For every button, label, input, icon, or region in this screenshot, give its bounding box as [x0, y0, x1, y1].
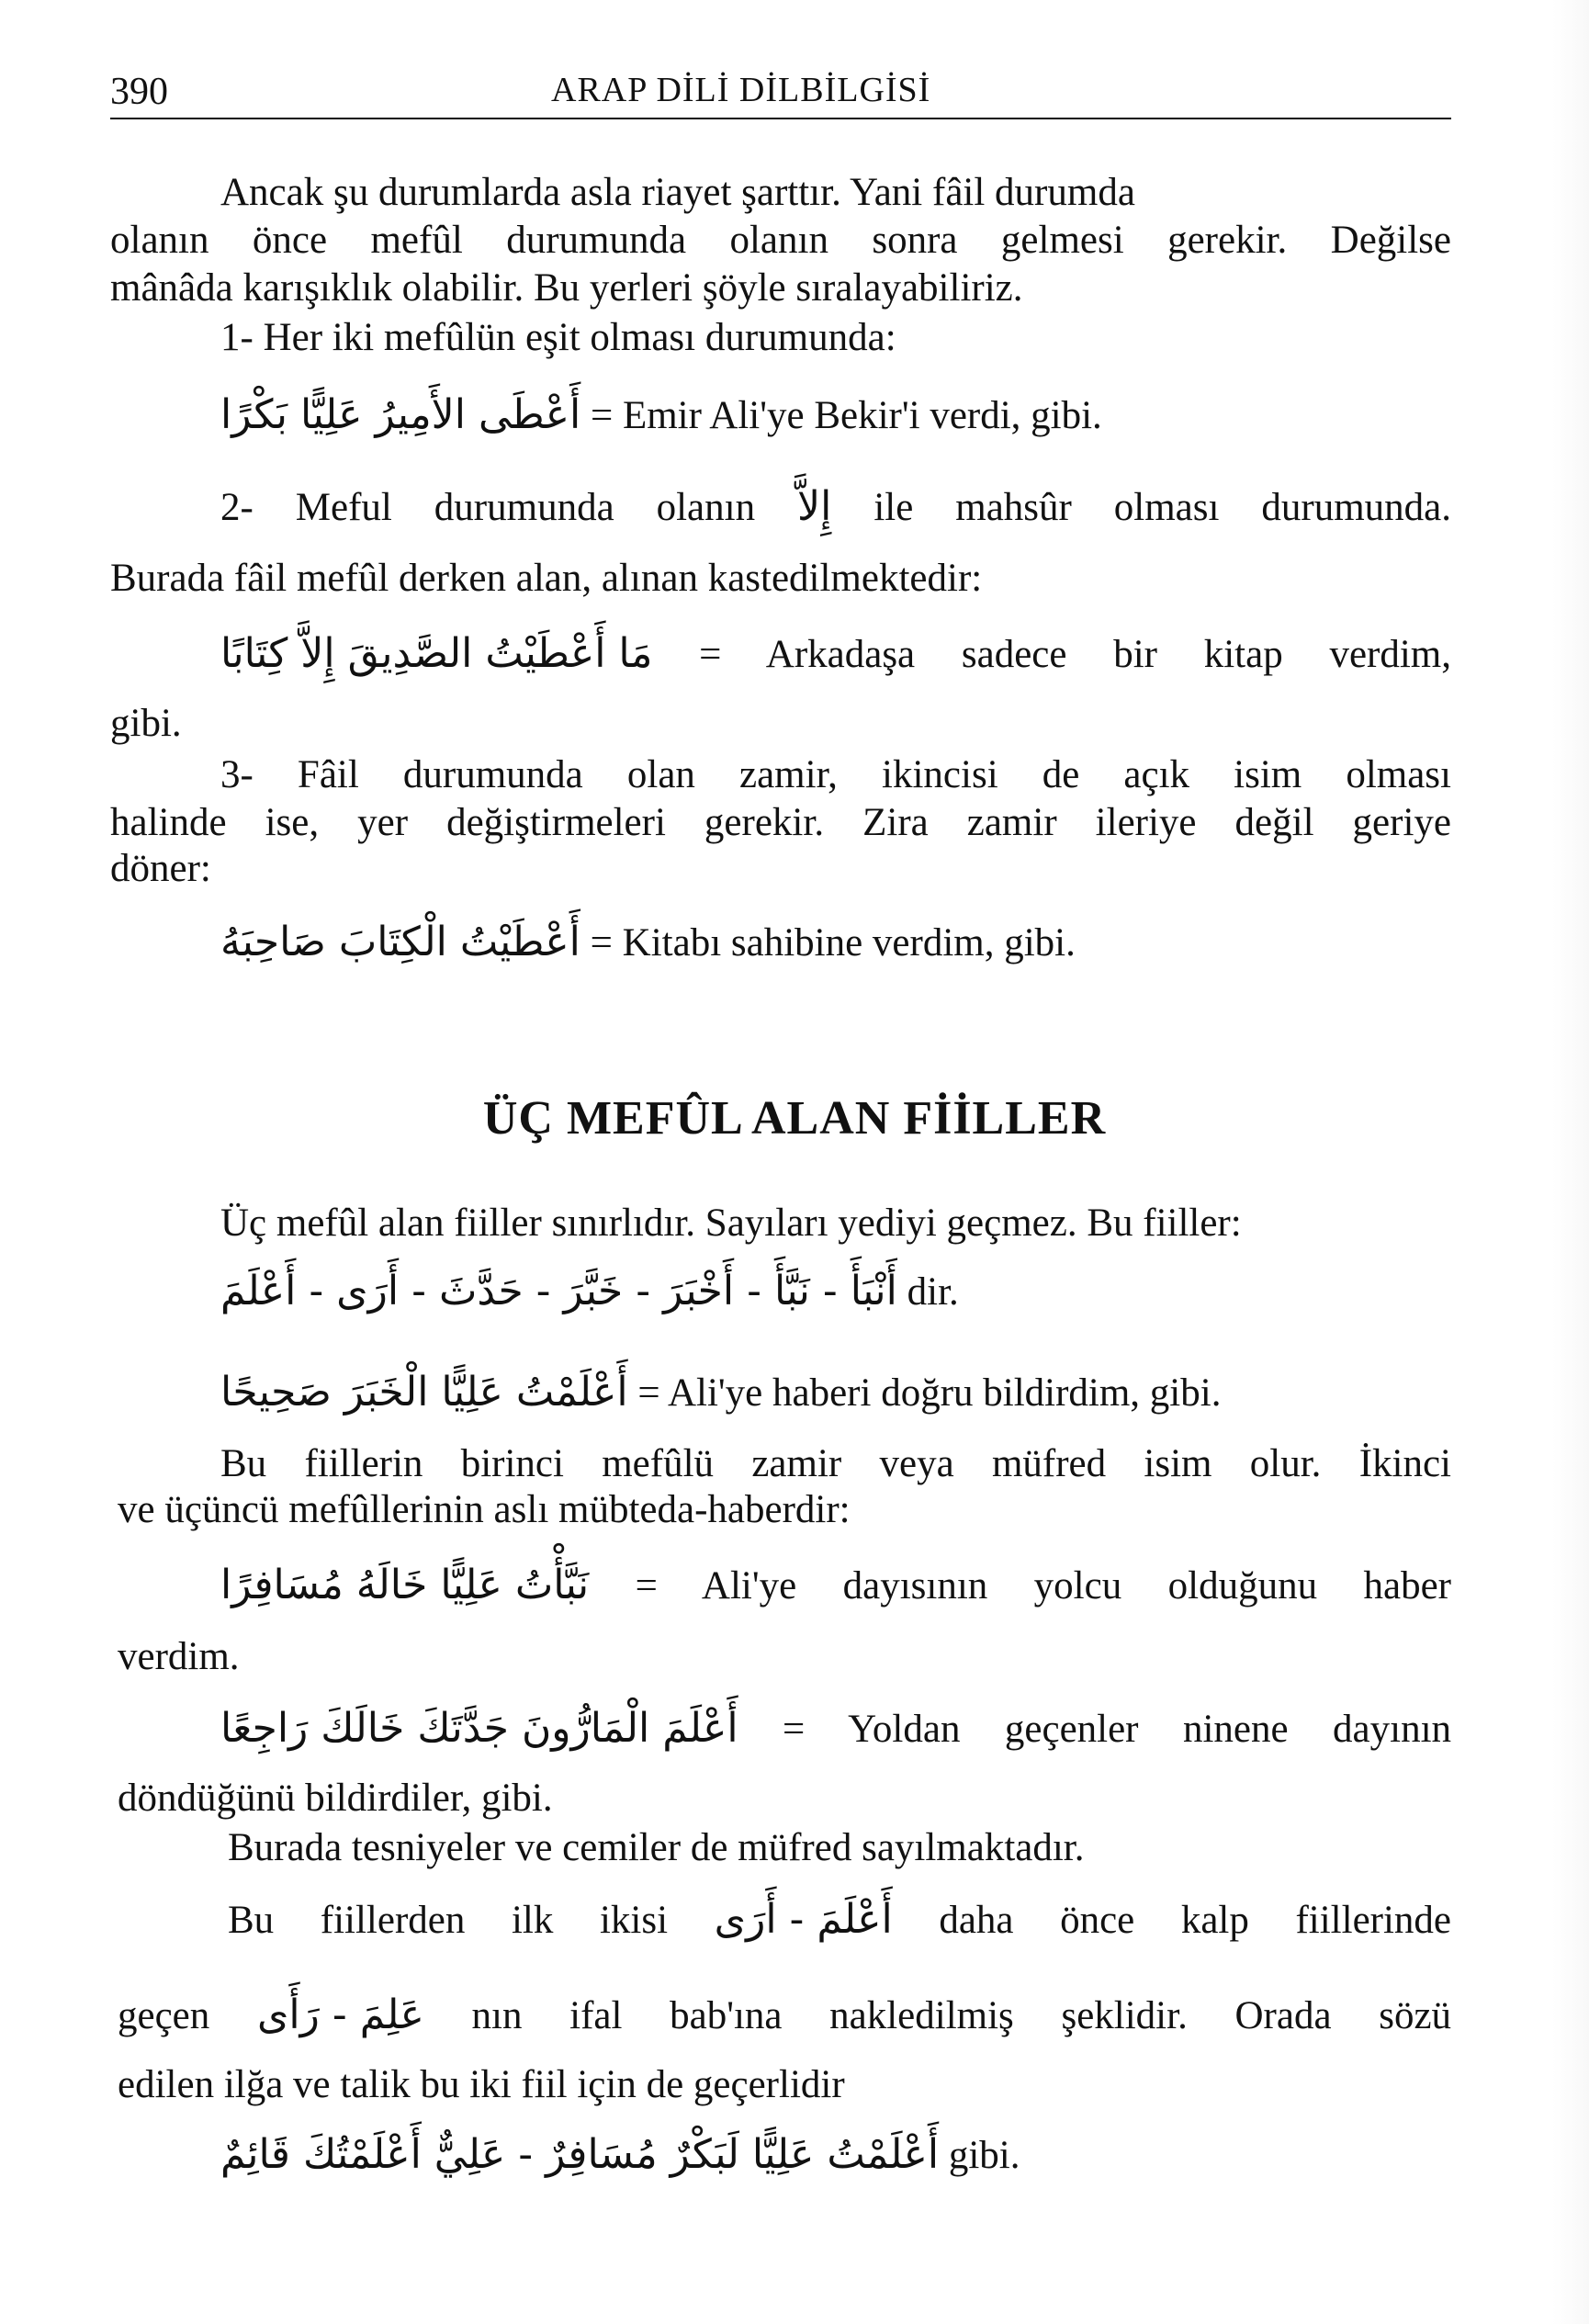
rule-3-translation: = Kitabı sahibine verdim, gibi.	[590, 921, 1076, 965]
verbs-list: أَنْبَأَ - نَبَّأَ - أَخْبَرَ - خَبَّرَ - حَدَّثَ - أَرَى - أَعْلَمَ dir.	[220, 1268, 959, 1314]
section-intro: Üç mefûl alan fiiller sınırlıdır. Sayıları yediyi geçmez. Bu fiiller:	[220, 1201, 1242, 1245]
rule-2-line-2: Burada fâil mefûl derken alan, alınan kastedilmektedir:	[110, 557, 983, 600]
rule-1-translation: = Emir Ali'ye Bekir'i verdi, gibi.	[590, 394, 1102, 437]
para-1-line-2: ve üçüncü mefûllerinin aslı mübteda-haberdir:	[118, 1488, 851, 1531]
para-3: Bu fiillerden ilk ikisi أَعْلَمَ - أَرَى daha önce kalp fiillerinde	[228, 1896, 1452, 1943]
example-1	[220, 1369, 1221, 1417]
example-3-trailing: döndüğünü bildirdiler, gibi.	[118, 1777, 553, 1820]
para-1-line-1: Bu fiillerin birinci mefûlü zamir veya müfred isim olur. İkinci	[220, 1442, 1451, 1485]
rule-3-line-2: halinde ise, yer değiştirmeleri gerekir. Zira zamir ileriye değil geriye	[110, 801, 1451, 844]
example-2-arabic: نَبَّأْتُ عَلِيًّا خَالَهُ مُسَافِرًا	[220, 1562, 590, 1608]
rule-3-arabic: أَعْطَيْتُ الْكِتَابَ صَاحِبَهُ	[220, 919, 580, 965]
running-title: ARAP DİLİ DİLBİLGİSİ	[551, 71, 931, 109]
para-4-arabic: عَلِمَ - رَأَى	[256, 1991, 424, 2038]
example-3	[220, 1705, 1451, 1754]
page-number: 390	[110, 71, 168, 113]
example-2	[220, 1562, 1451, 1610]
section-title: ÜÇ MEFÛL ALAN FİİLLER	[482, 1092, 1107, 1145]
rule-2-arabic: مَا أَعْطَيْتُ الصَّدِيقَ إِلاَّ كِتَابًا	[220, 630, 653, 677]
rule-1-arabic: أَعْطَى الأَمِيرُ عَلِيًّا بَكْرًا	[220, 391, 581, 438]
intro-line-3: mânâda karışıklık olabilir. Bu yerleri şöyle sıralayabiliriz.	[110, 266, 1023, 310]
verbs-arabic: أَنْبَأَ - نَبَّأَ - أَخْبَرَ - خَبَّرَ - حَدَّثَ - أَرَى - أَعْلَمَ	[220, 1268, 897, 1314]
example-3-arabic: أَعْلَمَ الْمَارُّونَ جَدَّتَكَ خَالَكَ رَاجِعًا	[220, 1705, 738, 1752]
rule-2-heading: 2- Meful durumunda olanın إِلاَّ ile mahsûr olması durumunda.	[220, 483, 1452, 530]
rule-2-translation: = Arkadaşa sadece bir kitap verdim,	[699, 633, 1451, 676]
illa-word: إِلاَّ	[797, 483, 832, 530]
example-4-arabic: أَعْلَمْتُ عَلِيًّا لَبَكْرٌ مُسَافِرٌ - عَلِيٌّ أَعْلَمْتُكَ قَائِمٌ	[220, 2131, 940, 2178]
intro-line-2: olanın önce mefûl durumunda olanın sonra gelmesi gerekir. Değilse	[110, 219, 1451, 262]
intro-line-1: Ancak şu durumlarda asla riayet şarttır. Yani fâil durumda	[220, 171, 1135, 214]
example-4: أَعْلَمْتُ عَلِيًّا لَبَكْرٌ مُسَافِرٌ - عَلِيٌّ أَعْلَمْتُكَ قَائِمٌ gibi.	[220, 2131, 1020, 2178]
rule-2-trailing: gibi.	[110, 702, 182, 745]
para-4: geçen عَلِمَ - رَأَى nın ifal bab'ına nakledilmiş şeklidir. Orada sözü	[118, 1991, 1452, 2038]
example-3-translation: = Yoldan geçenler ninene dayının	[783, 1708, 1452, 1751]
rule-3-example	[220, 919, 1076, 967]
rule-3-line-1: 3- Fâil durumunda olan zamir, ikincisi de açık isim olması	[220, 753, 1451, 796]
para-3-arabic: أَعْلَمَ - أَرَى	[714, 1896, 893, 1943]
example-2-trailing: verdim.	[118, 1635, 240, 1678]
rule-1-heading: 1- Her iki mefûlün eşit olması durumunda:	[220, 316, 896, 359]
page-header	[110, 53, 1451, 119]
rule-3-line-3: döner:	[110, 847, 211, 890]
para-2: Burada tesniyeler ve cemiler de müfred sayılmaktadır.	[228, 1826, 1085, 1869]
rule-1-example	[220, 391, 1102, 440]
scan-edge	[1552, 0, 1589, 2324]
example-1-arabic: أَعْلَمْتُ عَلِيًّا الْخَبَرَ صَحِيحًا	[220, 1369, 628, 1416]
example-1-translation: = Ali'ye haberi doğru bildirdim, gibi.	[637, 1371, 1222, 1415]
example-2-translation: = Ali'ye dayısının yolcu olduğunu haber	[635, 1564, 1451, 1608]
rule-2-example	[220, 630, 1451, 679]
para-5: edilen ilğa ve talik bu iki fiil için de geçerlidir	[118, 2063, 845, 2106]
